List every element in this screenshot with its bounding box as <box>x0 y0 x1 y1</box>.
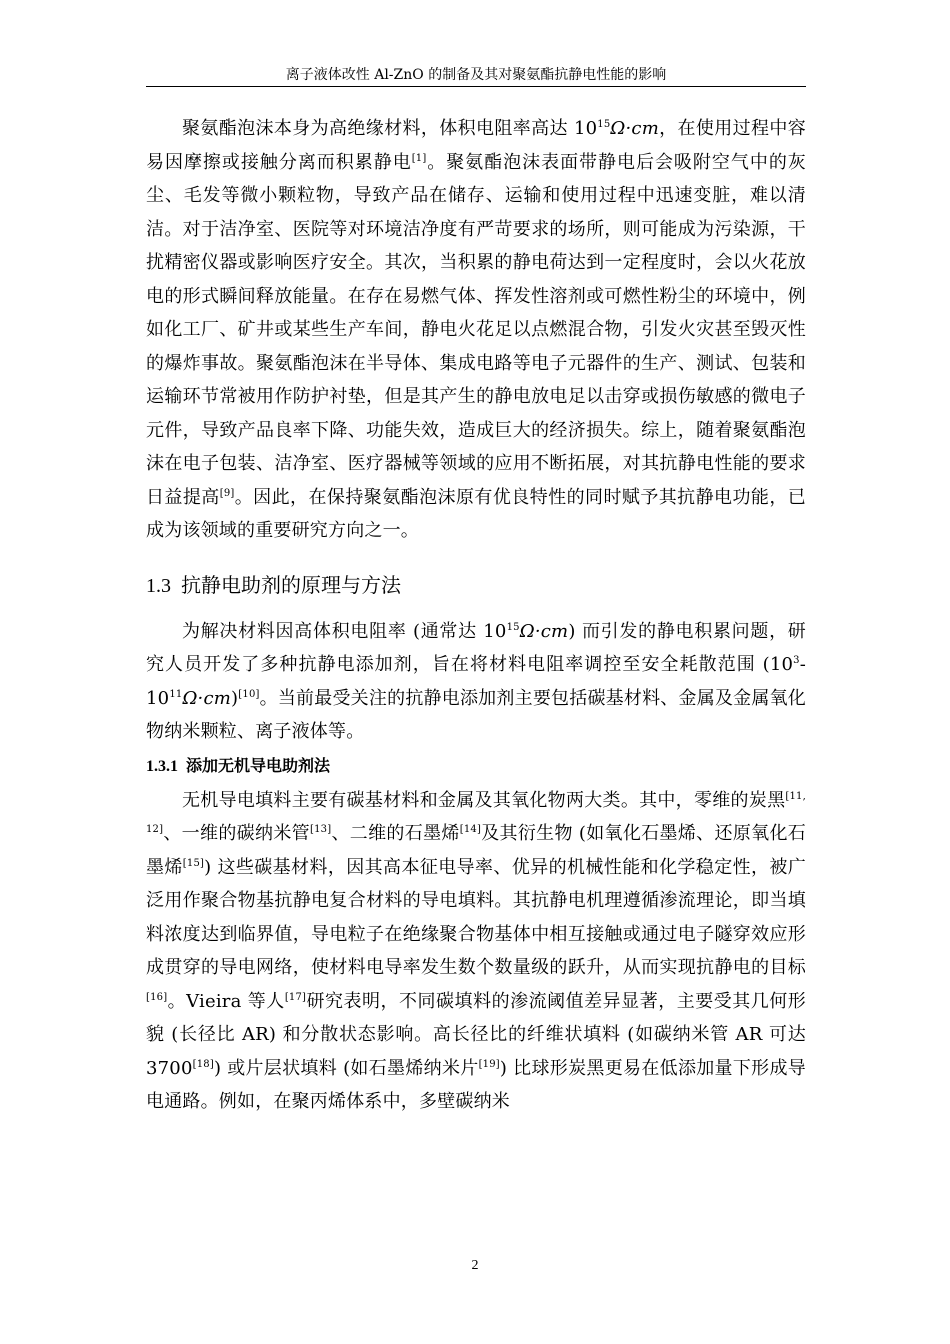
text: ) 比球形炭黑更易在低添加量下形成导电通路。例如，在聚丙烯体系中，多壁碳纳米 <box>146 1057 806 1112</box>
citation: [13] <box>309 824 332 835</box>
text: 为解决材料因高体积电阻率 (通常达 10 <box>182 620 507 642</box>
page-number: 2 <box>471 1258 479 1273</box>
section-heading <box>146 570 806 601</box>
page-body <box>146 112 806 1119</box>
exponent: 11 <box>169 688 183 700</box>
citation: [16] <box>146 991 168 1003</box>
text: ) 而引发的静电积累问题，研究人员开发了多种抗静电添加剂，旨在将材料电阻率调控至安全耗散范围 (10 <box>146 620 806 675</box>
text: 。聚氨酯泡沫表面带静电后会吸附空气中的灰尘、毛发等微小颗粒物，导致产品在储存、运输和使用过程中迅速变脏，难以清洁。对于洁净室、医院等对环境洁净度有严苛要求的场所，则可能成为污染源，干扰精密仪器或影响医疗安全。其次，当积累的静电荷达到一定程度时，会以火花放电的形式瞬间释放能量。在存在易燃气体、挥发性溶剂或可燃性粉尘的环境中，例如化工厂、矿井或某些生产车间，静电火花足以点燃混合物，引发火灾甚至毁灭性的爆炸事故。聚氨酯泡沫在半导体、集成电路等电子元器件的生产、测试、包装和运输环节常被用作防护衬垫，但是其产生的静电放电足以击穿或损伤敏感的微电子元件，导致产品良率下降、功能失效，造成巨大的经济损失。综上，随着聚氨酯泡沫在电子包装、洁净室、医疗器械等领域的应用不断拓展，对其抗静电性能的要求日益提高 <box>146 151 806 508</box>
text: ，在使用过程中容易因摩擦或接触分离而积累静电 <box>146 118 806 173</box>
subsection-heading <box>146 753 806 780</box>
text: 、一维的碳纳米管 <box>163 823 310 844</box>
citation: [9] <box>219 487 235 499</box>
citation: [1] <box>411 152 427 164</box>
citation: [14] <box>459 824 482 835</box>
exponent: 15 <box>506 621 520 633</box>
section-title: 抗静电助剂的原理与方法 <box>181 572 401 597</box>
citation: [18] <box>192 1058 214 1070</box>
text: 聚氨酯泡沫本身为高绝缘材料，体积电阻率高达 10 <box>182 118 598 139</box>
citation: [10] <box>238 688 260 700</box>
text: ) 这些碳基材料，因其高本征电导率、优异的机械性能和化学稳定性，被广泛用作聚合物基抗静电复合材料的导电填料。其抗静电机理遵循渗流理论，即当填料浓度达到临界值，导电粒子在绝缘聚合物基体中相互接触或通过电子隧穿效应形成贯穿的导电网络，使材料电导率发生数个数量级的跃升，从而实现抗静电的目标 <box>146 856 806 978</box>
citation: [17] <box>284 991 307 1003</box>
section-number: 1.3 <box>146 574 171 597</box>
unit: Ω·cm <box>610 118 659 139</box>
unit: Ω·cm <box>519 620 569 642</box>
subsection-number: 1.3.1 <box>146 757 178 775</box>
paragraph-2 <box>146 615 806 749</box>
citation: [11, 12] <box>146 790 806 835</box>
text: 无机导电填料主要有碳基材料和金属及其氧化物两大类。其中，零维的炭黑 <box>182 789 786 811</box>
paragraph-1 <box>146 112 806 548</box>
text: ) <box>231 687 239 709</box>
text: 。Vieira 等人 <box>167 990 285 1012</box>
text: 及其衍生物 (如氧化石墨烯、还原氧化石墨烯 <box>146 823 807 878</box>
citation: [15] <box>182 857 205 869</box>
unit: Ω·cm <box>182 687 232 709</box>
exponent: 3 <box>793 655 800 666</box>
subsection-title: 添加无机导电助剂法 <box>186 755 331 775</box>
text: 、二维的石墨烯 <box>331 823 460 844</box>
header-rule <box>146 86 806 87</box>
text: -10 <box>146 654 806 709</box>
text: ) 或片层状填料 (如石墨烯纳米片 <box>213 1057 479 1079</box>
text: 研究表明，不同碳填料的渗流阈值差异显著，主要受其几何形貌 (长径比 AR) 和分散状态影响。高长径比的纤维状填料 (如碳纳米管 AR 可达 3700 <box>146 990 807 1079</box>
exponent: 15 <box>597 119 611 130</box>
text: 。因此，在保持聚氨酯泡沫原有优良特性的同时赋予其抗静电功能，已成为该领域的重要研究方向之一。 <box>146 486 806 541</box>
citation: [19] <box>478 1058 500 1070</box>
running-header: 离子液体改性 Al-ZnO 的制备及其对聚氨酯抗静电性能的影响 <box>285 67 667 83</box>
text: 。当前最受关注的抗静电添加剂主要包括碳基材料、金属及金属氧化物纳米颗粒、离子液体等。 <box>146 687 806 742</box>
paragraph-3 <box>146 784 806 1119</box>
